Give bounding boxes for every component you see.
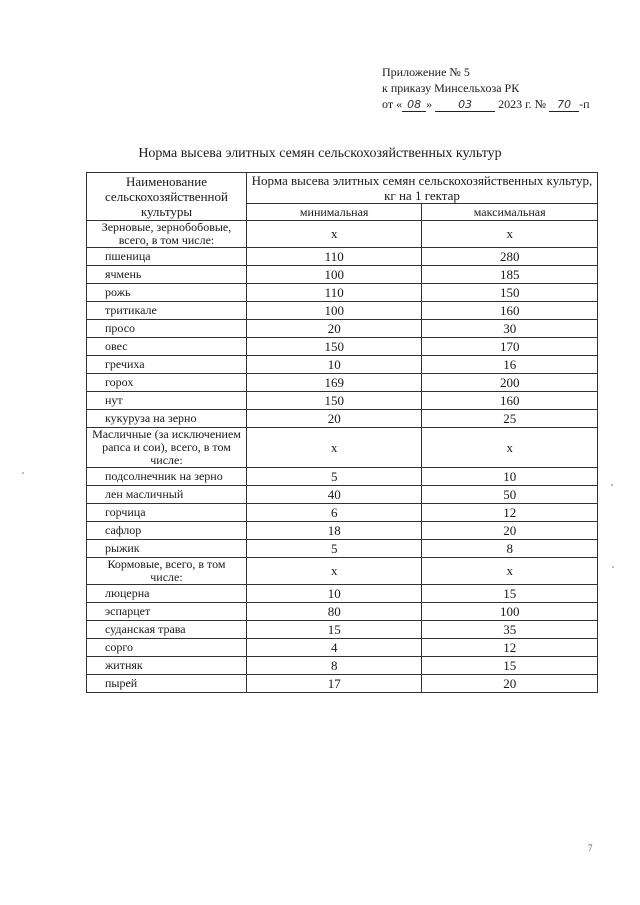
table-row (87, 639, 598, 657)
min-rate: 110 (246, 284, 421, 302)
crop-name: Масличные (за исключением рапса и сои), всего, в том числе: (87, 428, 247, 468)
table-row (87, 621, 598, 639)
min-rate: 150 (246, 338, 421, 356)
min-rate: х (246, 221, 421, 248)
table-row (87, 585, 598, 603)
crop-name: сорго (87, 639, 247, 657)
min-rate: 8 (246, 657, 421, 675)
min-rate: 80 (246, 603, 421, 621)
max-rate: х (422, 558, 598, 585)
table-row (87, 284, 598, 302)
date-year: 2023 г. № (498, 97, 547, 111)
table-row (87, 266, 598, 284)
table-group-row (87, 221, 598, 248)
crop-name: сафлор (87, 522, 247, 540)
scan-speck (612, 566, 614, 568)
crop-name: ячмень (87, 266, 247, 284)
max-rate: х (422, 428, 598, 468)
order-suffix: -п (579, 97, 590, 111)
crop-name: овес (87, 338, 247, 356)
document-title: Норма высева элитных семян сельскохозяйственных культур (138, 146, 502, 161)
min-rate: 20 (246, 410, 421, 428)
crop-name: горчица (87, 504, 247, 522)
max-rate: 25 (422, 410, 598, 428)
crop-name: эспарцет (87, 603, 247, 621)
max-rate: 150 (422, 284, 598, 302)
min-rate: 20 (246, 320, 421, 338)
header-crop-name: Наименование сельскохозяйственной культуры (87, 173, 247, 221)
max-rate: 15 (422, 585, 598, 603)
table-row (87, 356, 598, 374)
min-rate: 100 (246, 302, 421, 320)
table-row (87, 320, 598, 338)
crop-name: тритикале (87, 302, 247, 320)
appendix-title: Приложение № 5 (382, 65, 470, 79)
table-row (87, 657, 598, 675)
max-rate: 160 (422, 302, 598, 320)
table-row (87, 374, 598, 392)
min-rate: 15 (246, 621, 421, 639)
seeding-rate-table (86, 172, 598, 693)
min-rate: 40 (246, 486, 421, 504)
max-rate: 160 (422, 392, 598, 410)
crop-name: подсолнечник на зерно (87, 468, 247, 486)
header-max: максимальная (422, 204, 598, 221)
min-rate: 5 (246, 540, 421, 558)
min-rate: 110 (246, 248, 421, 266)
max-rate: 170 (422, 338, 598, 356)
table-row (87, 675, 598, 693)
date-prefix: от « (382, 97, 403, 111)
min-rate: 5 (246, 468, 421, 486)
crop-name: суданская трава (87, 621, 247, 639)
min-rate: 4 (246, 639, 421, 657)
max-rate: х (422, 221, 598, 248)
max-rate: 20 (422, 675, 598, 693)
max-rate: 15 (422, 657, 598, 675)
appendix-order-ref: к приказу Минсельхоза РК (382, 81, 520, 95)
crop-name: Кормовые, всего, в том числе: (87, 558, 247, 585)
date-month: 03 (435, 98, 495, 112)
crop-name: люцерна (87, 585, 247, 603)
appendix-block (382, 64, 612, 112)
crop-name: просо (87, 320, 247, 338)
max-rate: 30 (422, 320, 598, 338)
max-rate: 185 (422, 266, 598, 284)
crop-name: пырей (87, 675, 247, 693)
date-mid: » (426, 97, 433, 111)
min-rate: 10 (246, 585, 421, 603)
table-row (87, 540, 598, 558)
crop-name: кукуруза на зерно (87, 410, 247, 428)
table-group-row (87, 428, 598, 468)
min-rate: 150 (246, 392, 421, 410)
min-rate: 169 (246, 374, 421, 392)
table-row (87, 504, 598, 522)
min-rate: х (246, 428, 421, 468)
table-row (87, 522, 598, 540)
crop-name: житняк (87, 657, 247, 675)
table-row (87, 410, 598, 428)
table-group-row (87, 558, 598, 585)
date-day: 08 (402, 98, 426, 112)
table-row (87, 302, 598, 320)
max-rate: 200 (422, 374, 598, 392)
crop-name: Зерновые, зернобобовые, всего, в том числе: (87, 221, 247, 248)
max-rate: 10 (422, 468, 598, 486)
min-rate: 6 (246, 504, 421, 522)
appendix-date-line (382, 96, 612, 112)
max-rate: 50 (422, 486, 598, 504)
max-rate: 35 (422, 621, 598, 639)
table-row (87, 468, 598, 486)
min-rate: 100 (246, 266, 421, 284)
crop-name: гречиха (87, 356, 247, 374)
crop-name: горох (87, 374, 247, 392)
header-min: минимальная (246, 204, 421, 221)
header-seeding-rate: Норма высева элитных семян сельскохозяйственных культур, кг на 1 гектар (246, 173, 597, 204)
min-rate: 18 (246, 522, 421, 540)
table-row (87, 486, 598, 504)
crop-name: лен масличный (87, 486, 247, 504)
order-number: 70 (549, 98, 579, 112)
crop-name: рыжик (87, 540, 247, 558)
max-rate: 16 (422, 356, 598, 374)
crop-name: нут (87, 392, 247, 410)
min-rate: х (246, 558, 421, 585)
scan-speck (22, 472, 24, 474)
table-row (87, 603, 598, 621)
table-row (87, 338, 598, 356)
table-body (87, 221, 598, 693)
min-rate: 10 (246, 356, 421, 374)
max-rate: 20 (422, 522, 598, 540)
max-rate: 12 (422, 639, 598, 657)
max-rate: 12 (422, 504, 598, 522)
crop-name: пшеница (87, 248, 247, 266)
page-number: 7 (588, 843, 593, 853)
min-rate: 17 (246, 675, 421, 693)
table-header-row (87, 173, 598, 204)
max-rate: 100 (422, 603, 598, 621)
table-row (87, 392, 598, 410)
max-rate: 280 (422, 248, 598, 266)
table-row (87, 248, 598, 266)
scan-speck (611, 484, 613, 486)
max-rate: 8 (422, 540, 598, 558)
crop-name: рожь (87, 284, 247, 302)
